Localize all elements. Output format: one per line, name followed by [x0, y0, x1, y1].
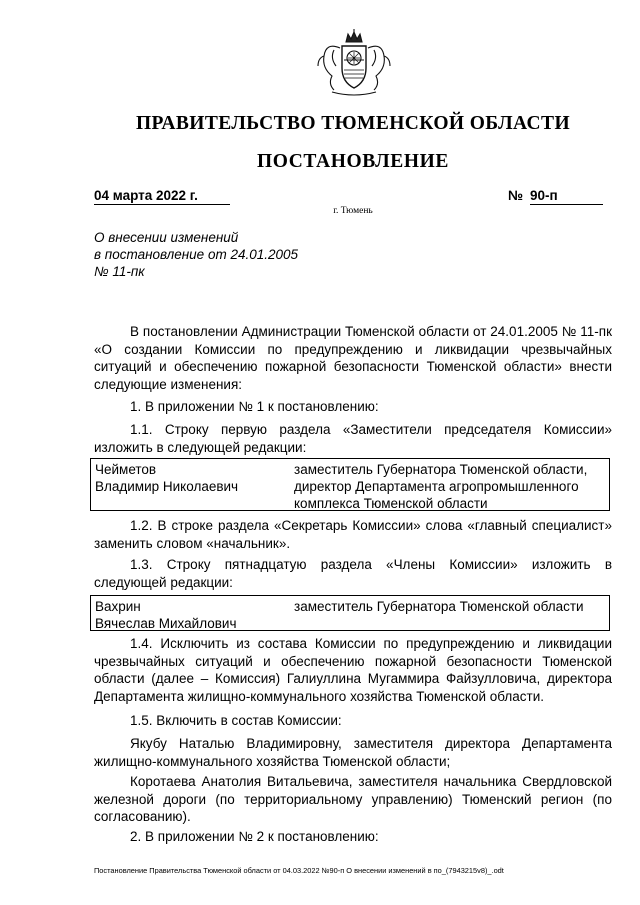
member-role-cell: заместитель Губернатора Тюменской области, директор Департамента агропромышленного комплекса Тюменской области: [294, 462, 588, 511]
document-type-title: ПОСТАНОВЛЕНИЕ: [256, 151, 450, 172]
paragraph-intro: В постановлении Администрации Тюменской области от 24.01.2005 № 11-пк «О создании Комиссии по предупреждению и ликвидации чрезвычайных ситуаций и обеспечению пожарной безопасности Тюменской области» внести следующие изменения:: [94, 324, 612, 392]
document-subject: [94, 229, 298, 280]
paragraph-1-5: 1.5. Включить в состав Комиссии:: [130, 713, 342, 728]
paragraph-1-5-b: Коротаева Анатолия Витальевича, заместителя начальника Свердловской железной дороги (по территориальному управлению) Тюменский регион (по согласованию).: [94, 774, 612, 824]
document-date: 04 марта 2022 г.: [94, 188, 230, 205]
paragraph-1-3: 1.3. Строку пятнадцатую раздела «Члены Комиссии» изложить в следующей редакции:: [94, 557, 612, 590]
member-surname: Чейметов: [95, 462, 157, 477]
subject-line: О внесении изменений: [94, 230, 239, 245]
member-given-names: Владимир Николаевич: [95, 479, 239, 494]
member-name-cell: [95, 598, 285, 632]
member-surname: Вахрин: [95, 599, 141, 614]
member-table-member: [90, 595, 610, 631]
member-role-cell: заместитель Губернатора Тюменской области: [294, 599, 584, 614]
subject-line: в постановление от 24.01.2005: [94, 247, 299, 262]
paragraph-2: 2. В приложении № 2 к постановлению:: [130, 829, 379, 844]
member-table-deputy: [90, 458, 610, 511]
member-given-names: Вячеслав Михайлович: [95, 616, 237, 631]
document-number-label: №: [508, 188, 524, 203]
paragraph-1: 1. В приложении № 1 к постановлению:: [130, 399, 379, 414]
subject-line: № 11-пк: [94, 264, 145, 279]
member-name-cell: [95, 461, 285, 495]
coat-of-arms-emblem: [312, 28, 396, 100]
organization-title: ПРАВИТЕЛЬСТВО ТЮМЕНСКОЙ ОБЛАСТИ: [135, 113, 571, 134]
paragraph-1-1: 1.1. Строку первую раздела «Заместители председателя Комиссии» изложить в следующей редакции:: [94, 422, 612, 455]
document-footer: Постановление Правительства Тюменской области от 04.03.2022 №90-п О внесении изменений в по_(7943215v8)_.odt: [94, 866, 504, 875]
document-number: 90-п: [530, 188, 603, 205]
paragraph-1-5-a: Якубу Наталью Владимировну, заместителя директора Департамента жилищно-коммунального хозяйства Тюменской области;: [94, 736, 612, 769]
paragraph-1-4: 1.4. Исключить из состава Комиссии по предупреждению и ликвидации чрезвычайных ситуаций и обеспечению пожарной безопасности Тюменской области (далее – Комиссия) Галиуллина Мугаммира Файзулловича, директора Департамента жилищно-коммунального хозяйства Тюменской области.: [94, 636, 612, 704]
paragraph-1-2: 1.2. В строке раздела «Секретарь Комиссии» слова «главный специалист» заменить словом «начальник».: [94, 518, 612, 551]
document-city: г. Тюмень: [333, 206, 373, 216]
